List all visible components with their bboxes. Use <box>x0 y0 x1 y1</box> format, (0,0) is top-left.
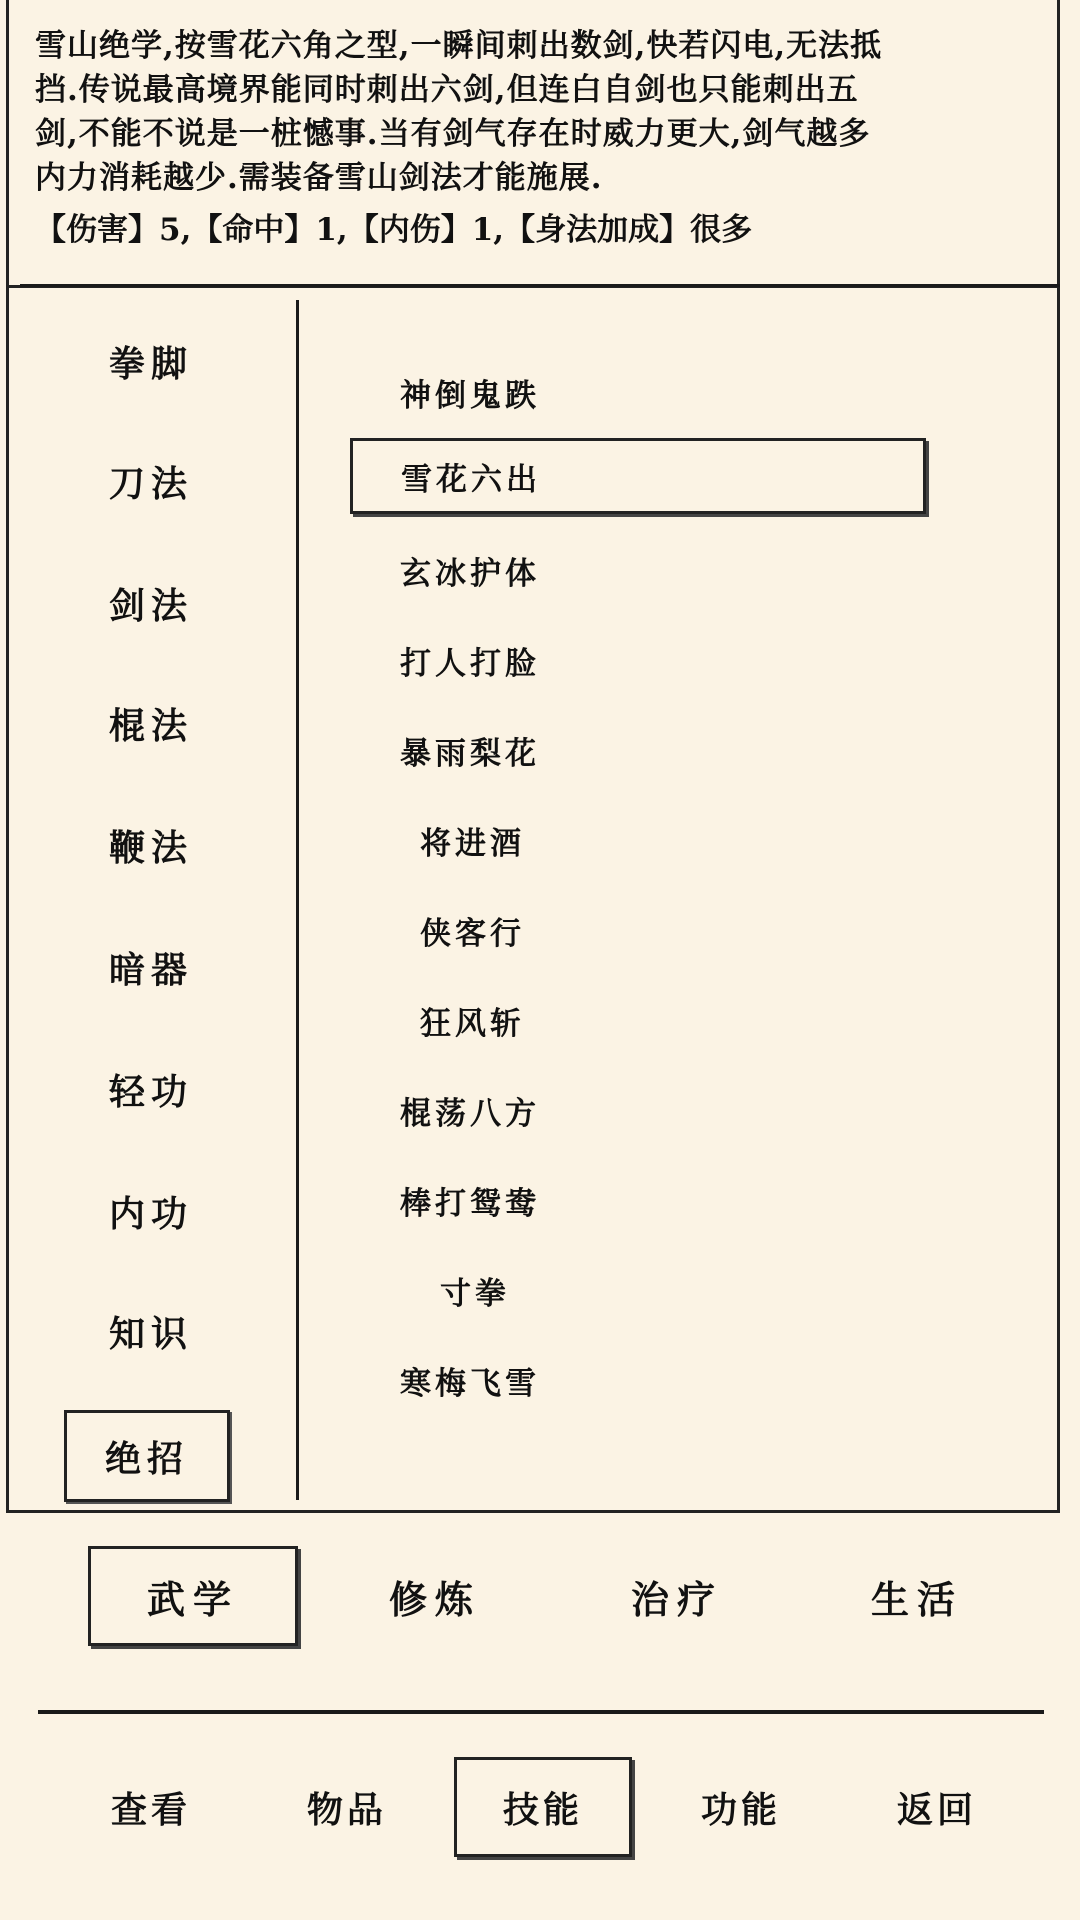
description-divider <box>20 284 1060 287</box>
description-line: 雪山绝学,按雪花六角之型,一瞬间刺出数剑,快若闪电,无法抵 <box>35 28 883 64</box>
skill-stats: 【伤害】5,【命中】1,【内伤】1,【身法加成】很多 <box>35 212 753 248</box>
category-item-ultimate[interactable]: 绝招 <box>64 1410 230 1502</box>
category-item-inner-power[interactable]: 内功 <box>108 1192 193 1235</box>
tab-life[interactable]: 生活 <box>870 1576 963 1622</box>
skill-item[interactable]: 神倒鬼跌 <box>400 377 540 414</box>
skill-item[interactable]: 将进酒 <box>420 825 525 862</box>
skill-item[interactable]: 狂风斩 <box>420 1005 525 1042</box>
category-item-whip[interactable]: 鞭法 <box>108 826 193 869</box>
skill-item[interactable]: 侠客行 <box>420 915 525 952</box>
skill-description-panel <box>6 0 1060 288</box>
skill-item[interactable]: 玄冰护体 <box>400 555 540 592</box>
nav-items-button[interactable]: 物品 <box>306 1788 387 1831</box>
category-item-fist[interactable]: 拳脚 <box>108 342 193 385</box>
skill-item[interactable]: 棒打鸳鸯 <box>400 1185 540 1222</box>
skill-item[interactable]: 暴雨梨花 <box>400 735 540 772</box>
category-item-sword[interactable]: 剑法 <box>108 584 193 627</box>
skill-item-selected[interactable]: 雪花六出 <box>350 438 926 514</box>
skill-item[interactable]: 棍荡八方 <box>400 1095 540 1132</box>
nav-view-button[interactable]: 查看 <box>110 1788 191 1831</box>
skill-item[interactable]: 寒梅飞雪 <box>400 1365 540 1402</box>
bottom-divider <box>38 1710 1044 1714</box>
tab-cultivation[interactable]: 修炼 <box>388 1576 481 1622</box>
category-item-blade[interactable]: 刀法 <box>108 462 193 505</box>
nav-back-button[interactable]: 返回 <box>896 1788 977 1831</box>
description-line: 剑,不能不说是一桩憾事.当有剑气存在时威力更大,剑气越多 <box>35 116 871 152</box>
tab-healing[interactable]: 治疗 <box>630 1576 723 1622</box>
description-line: 内力消耗越少.需装备雪山剑法才能施展. <box>35 160 603 196</box>
nav-skills-button[interactable]: 技能 <box>454 1757 632 1857</box>
category-item-staff[interactable]: 棍法 <box>108 704 193 747</box>
tab-martial-arts[interactable]: 武学 <box>88 1546 298 1646</box>
skill-item[interactable]: 打人打脸 <box>400 645 540 682</box>
category-item-knowledge[interactable]: 知识 <box>108 1312 193 1355</box>
nav-functions-button[interactable]: 功能 <box>700 1788 781 1831</box>
skill-description <box>35 24 1035 200</box>
description-line: 挡.传说最高境界能同时刺出六剑,但连白自剑也只能刺出五 <box>35 72 859 108</box>
category-divider <box>296 300 299 1500</box>
category-item-lightness[interactable]: 轻功 <box>108 1070 193 1113</box>
skill-item[interactable]: 寸拳 <box>440 1275 510 1312</box>
category-item-hidden-weapon[interactable]: 暗器 <box>108 948 193 991</box>
